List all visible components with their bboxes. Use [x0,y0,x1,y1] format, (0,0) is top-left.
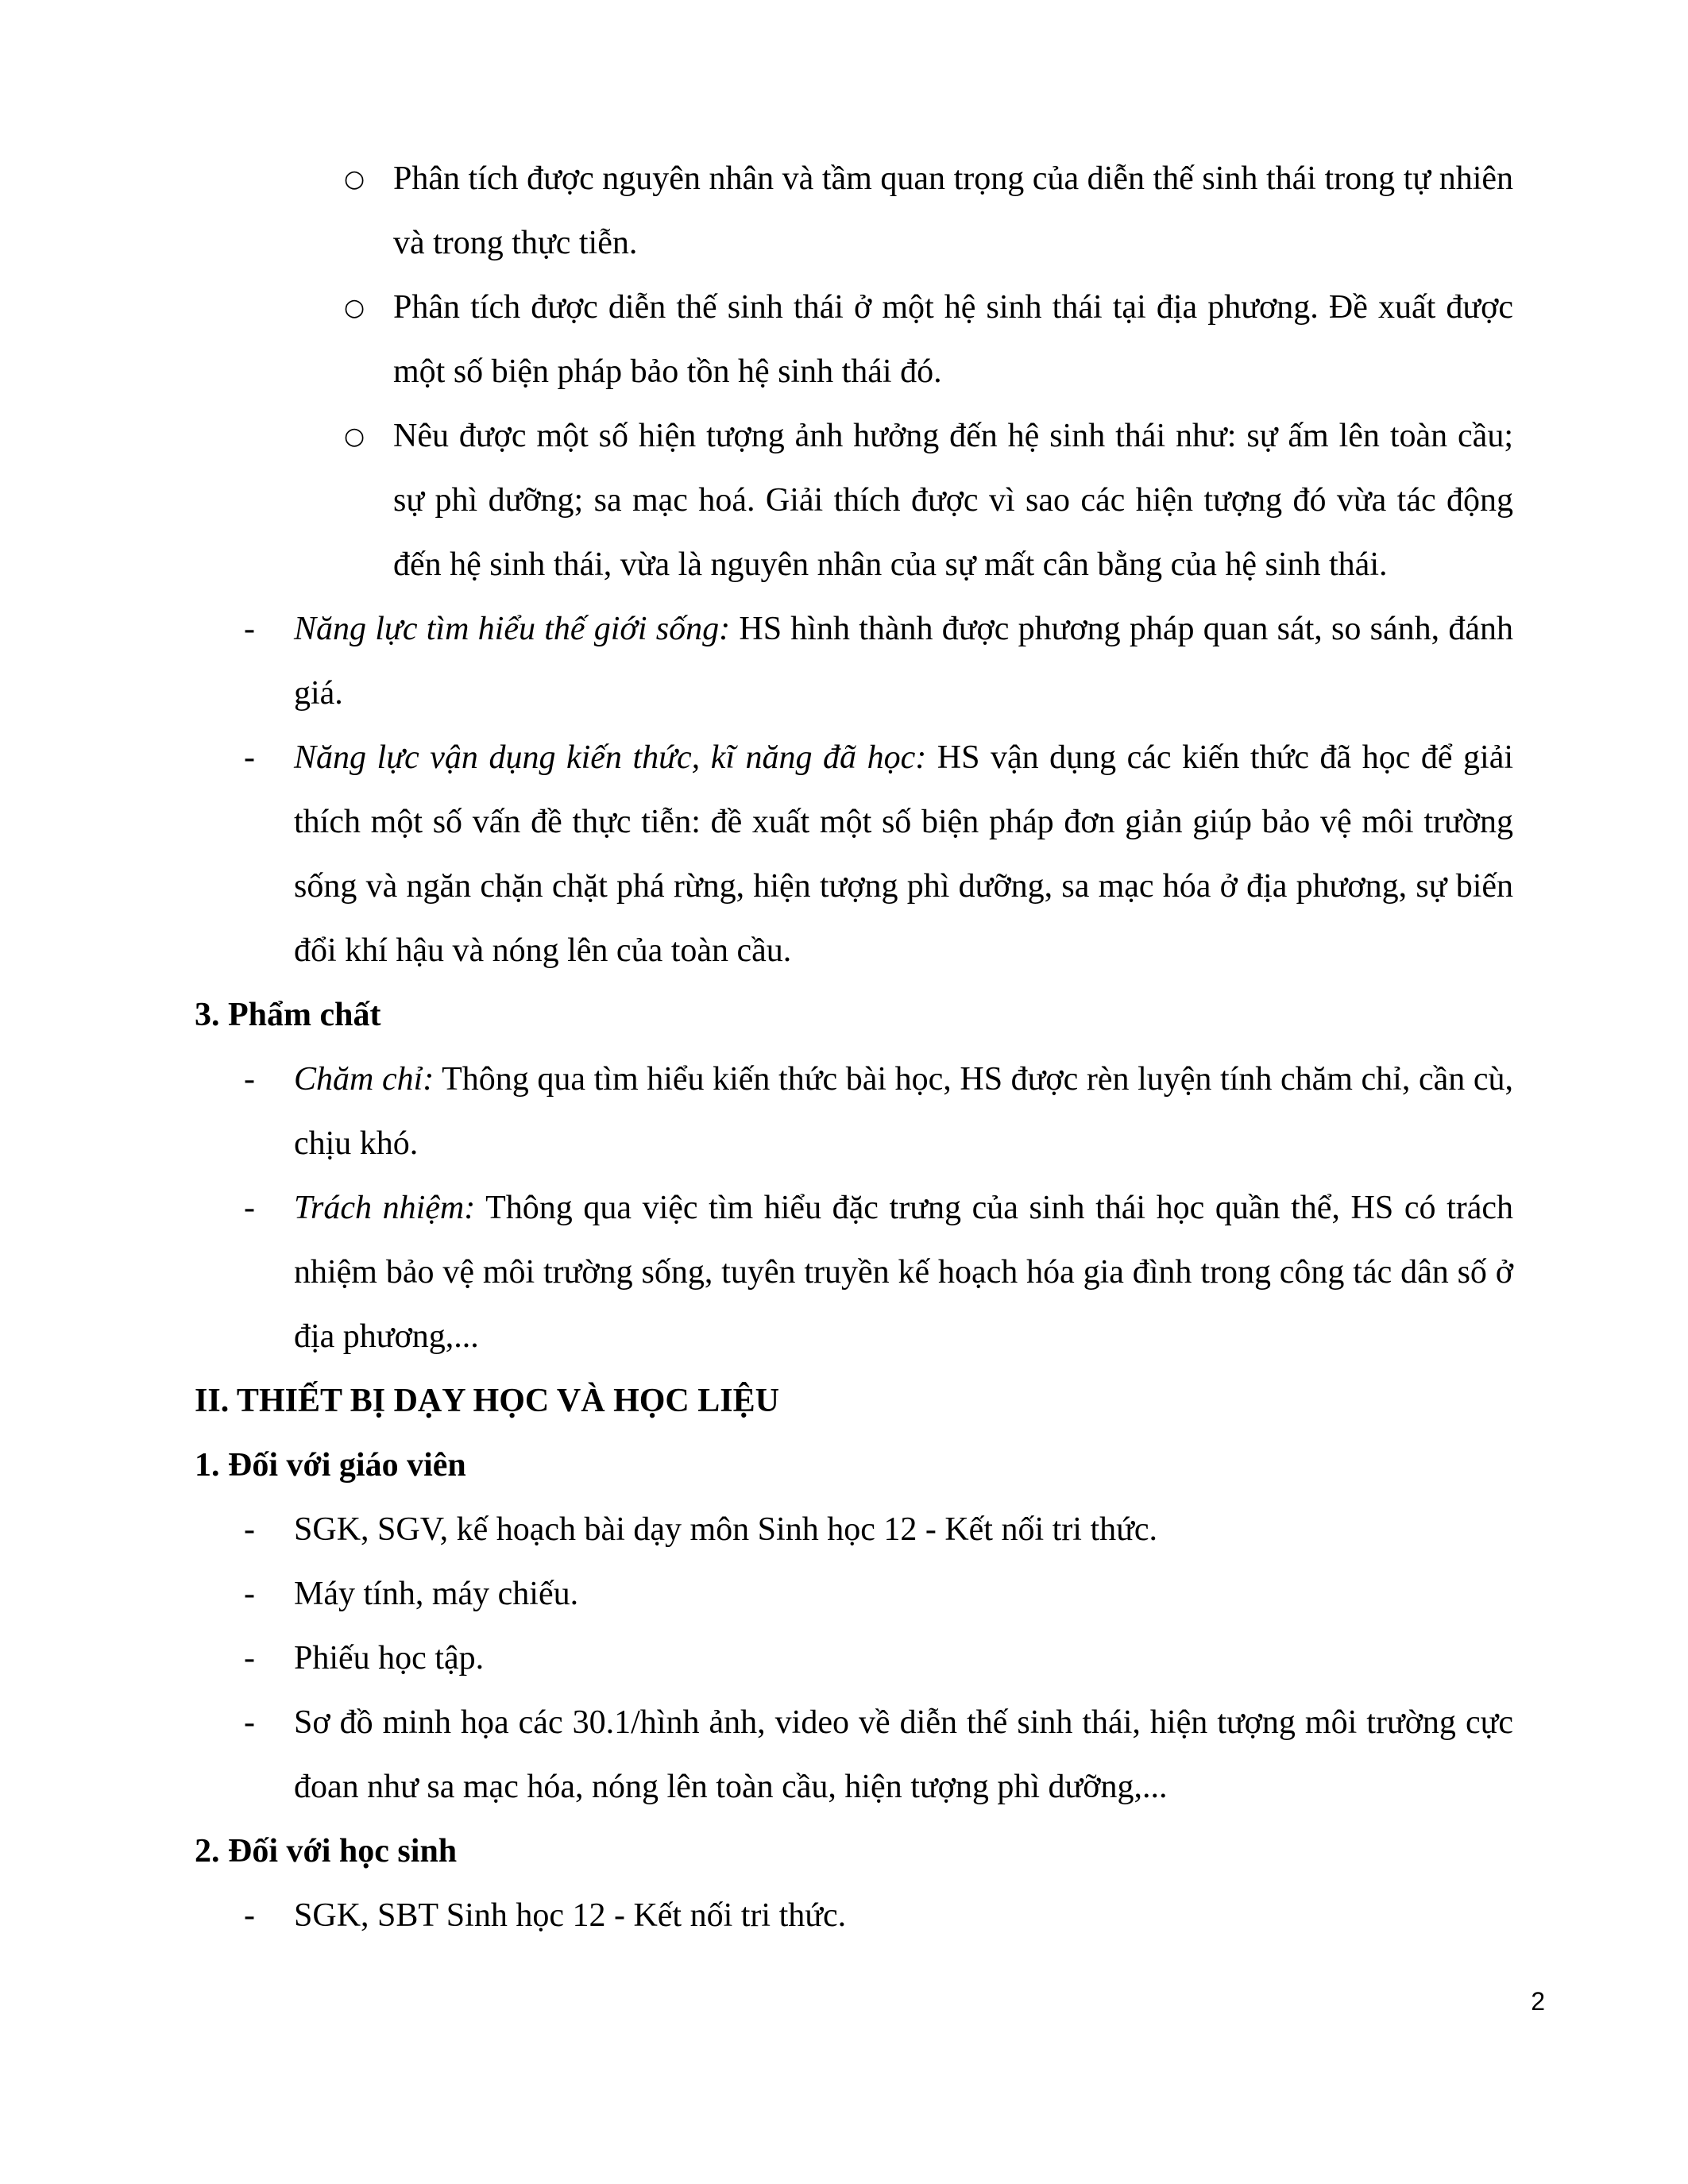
item-text: HS hình thành được phương pháp quan sát, so sánh, đánh giá. [294,611,1514,712]
page-number: 2 [1531,1987,1545,2016]
section-heading: II. THIẾT BỊ DẠY HỌC VÀ HỌC LIỆU [195,1383,779,1419]
list-item [195,1562,1513,1626]
item-text: SGK, SBT Sinh học 12 - Kết nối tri thức. [294,1897,847,1934]
item-text: HS vận dụng các kiến thức đã học để giải thích một số vấn đề thực tiễn: đề xuất một số biện pháp đơn giản giúp bảo vệ môi trường sống và ngăn chặn chặt phá rừng, hiện tượng phì dưỡng, sa mạc hóa ở địa phương, sự biến đổi khí hậu và nóng lên của toàn cầu. [294,739,1514,969]
section-heading: 3. Phẩm chất [195,997,381,1033]
dash-bullet: - [244,1704,255,1741]
list-item [195,597,1513,726]
list-item [195,1626,1513,1691]
list-item-text: Phân tích được nguyên nhân và tầm quan trọng của diễn thế sinh thái trong tự nhiên và trong thực tiễn. [393,160,1513,261]
list-item [195,726,1513,983]
list-item [195,1691,1513,1819]
item-label: Năng lực tìm hiểu thế giới sống: [294,611,731,647]
item-text: SGK, SGV, kế hoạch bài dạy môn Sinh học 12 - Kết nối tri thức. [294,1511,1158,1548]
subsection-heading: 1. Đối với giáo viên [195,1447,466,1484]
list-item [195,1048,1513,1176]
dash-bullet: - [244,611,255,647]
dash-bullet: - [244,1640,255,1677]
dash-bullet: - [244,739,255,776]
dash-bullet: - [244,1897,255,1934]
circle-bullet-icon: ○ [344,294,365,322]
dash-bullet: - [244,1190,255,1226]
list-item [195,1176,1513,1369]
circle-bullet-icon: ○ [344,423,365,450]
list-item [195,276,1513,404]
list-item [195,1884,1513,1948]
item-label: Trách nhiệm: [294,1190,476,1226]
subsection-heading: 2. Đối với học sinh [195,1833,458,1870]
item-text: Phiếu học tập. [294,1640,485,1677]
dash-bullet: - [244,1511,255,1548]
list-item [195,404,1513,597]
item-label: Năng lực vận dụng kiến thức, kĩ năng đã học: [294,739,927,776]
dash-bullet: - [244,1061,255,1098]
page-content [195,147,1513,1948]
item-text: Thông qua việc tìm hiểu đặc trưng của sinh thái học quần thể, HS có trách nhiệm bảo vệ môi trường sống, tuyên truyền kế hoạch hóa gia đình trong công tác dân số ở địa phương,... [294,1190,1514,1355]
item-text: Sơ đồ minh họa các 30.1/hình ảnh, video về diễn thế sinh thái, hiện tượng môi trường cực đoan như sa mạc hóa, nóng lên toàn cầu, hiện tượng phì dưỡng,... [294,1704,1513,1805]
list-item-text: Nêu được một số hiện tượng ảnh hưởng đến hệ sinh thái như: sự ấm lên toàn cầu; sự phì dưỡng; sa mạc hoá. Giải thích được vì sao các hiện tượng đó vừa tác động đến hệ sinh thái, vừa là nguyên nhân của sự mất cân bằng của hệ sinh thái. [393,418,1513,583]
item-text: Máy tính, máy chiếu. [294,1576,579,1612]
list-item [195,147,1513,276]
circle-bullet-icon: ○ [344,165,365,193]
list-item-text: Phân tích được diễn thế sinh thái ở một hệ sinh thái tại địa phương. Đề xuất được một số biện pháp bảo tồn hệ sinh thái đó. [393,289,1513,390]
item-label: Chăm chỉ: [294,1061,435,1098]
dash-bullet: - [244,1576,255,1612]
item-text: Thông qua tìm hiểu kiến thức bài học, HS được rèn luyện tính chăm chỉ, cần cù, chịu khó. [294,1061,1513,1162]
list-item [195,1498,1513,1562]
